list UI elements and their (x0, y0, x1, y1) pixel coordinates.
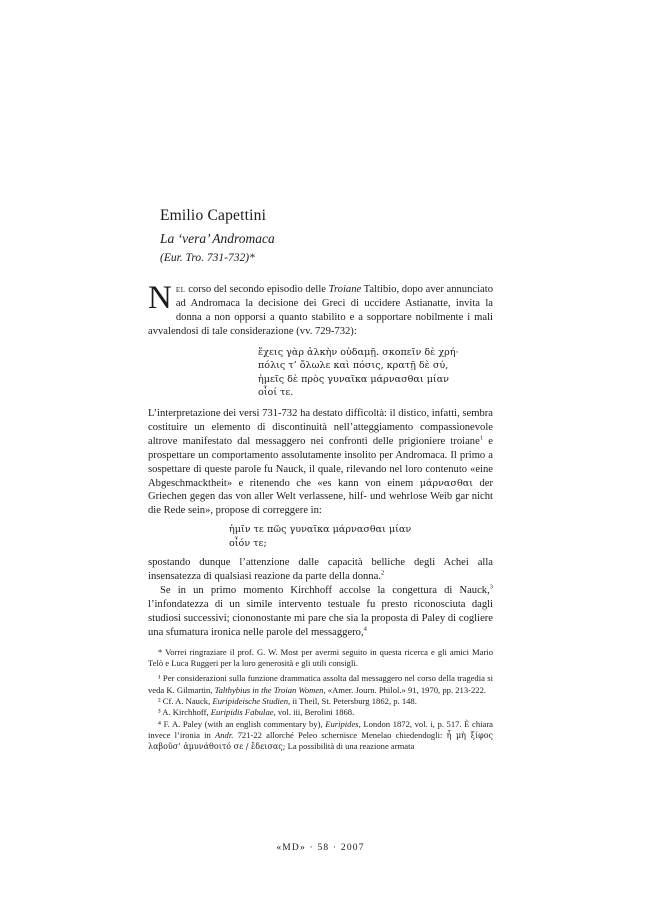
paragraph-2-text-a: L’interpretazione dei versi 731-732 ha destato difficoltà: il distico, infatti, sembra costituire un elemento di discontinuità nell’atteggiamento compassionevole altrove manifestato dal messaggero nei confronti delle prigioniere troiane (148, 408, 493, 447)
footnote-4 (148, 719, 493, 753)
inline-greek-word: μάρνασθαι (419, 477, 473, 489)
footnote-1-italic: Talthybius in the Troian Women (214, 684, 324, 695)
quote1-line-1: ἔχεις γὰρ ἀλκὴν οὐδαμῇ. σκοπεῖν δὲ χρή· (258, 346, 459, 358)
footnote-ref-1[interactable]: 1 (479, 434, 484, 442)
quote1-line-2: πόλις τ’ ὄλωλε καὶ πόσις, κρατῇ δὲ σύ, (258, 360, 449, 372)
footnote-4-text-a: ⁴ F. A. Paley (with an english commentary by), (158, 718, 326, 729)
article-subtitle: (Eur. Tro. 731-732)* (160, 252, 255, 264)
quote2-line-1: ἡμῖν τε πῶς γυναῖκα μάρνασθαι μίαν (229, 524, 412, 536)
greek-quotation-1 (258, 346, 493, 400)
quote1-line-4: οἷοί τε. (258, 387, 294, 399)
footnote-1-text-a: ¹ Per considerazioni sulla funzione drammatica assolta dal messaggero nel corso della tragedia si veda K. Gilmartin, (148, 673, 493, 695)
quote2-line-2: οἷόν τε; (229, 537, 267, 549)
footnote-4-greek: ἦ μὴ ξίφος λαβοῦσ’ ἀμυνάθοιτό σε / ἔδεισας; (148, 730, 493, 752)
footnote-ref-2[interactable]: 2 (380, 569, 385, 577)
footnote-3-italic: Euripidis Fabulae (210, 707, 274, 718)
drop-cap: N (148, 280, 172, 316)
paragraph-3-text: spostando dunque l’attenzione dalle capacità belliche degli Achei alla insensatezza di qualsiasi reazione da parte della donna. (148, 557, 493, 583)
paragraph-4 (148, 584, 493, 640)
paragraph-2-text-b: e prospettare un comportamento assolutamente insolito per Andromaca. Il primo a sospettare di queste parole fu Nauck, il quale, rilevando nel loro contenuto «eine Abgeschmacktheit» e ritenendo che «es kann von einem (148, 435, 493, 489)
author-name: Emilio Capettini (160, 207, 267, 224)
paragraph-4-text-b: l’infondatezza di un simile intervento testuale fu presto riconosciuta dagli studiosi successivi; ciononostante mi pare che sia la proposta di Paley di cogliere una sfumatura ironica nelle parole del messaggero, (148, 599, 493, 638)
paragraph-1-text-b: Taltibio, dopo aver annunciato ad Andromaca la decisione dei Greci di uccidere Astianatte, invita la donna a non opporsi a quanto stabilito e a sopportare nobilmente i mali avvalendosi di tale considerazione (vv. 729-732): (148, 284, 493, 337)
footnote-3-text-a: ³ A. Kirchhoff, (158, 707, 211, 718)
footnote-4-text-d: La possibilità di una reazione armata (285, 741, 415, 752)
footnote-ref-3[interactable]: 3 (489, 583, 493, 591)
paragraph-1-text-a: corso del secondo episodio delle (185, 284, 329, 295)
small-caps-word: el (175, 284, 186, 295)
footnote-2-italic: Euripideische Studien (212, 696, 289, 707)
footnote-4-italic-2: Andr. (215, 729, 234, 740)
article-body (148, 280, 493, 753)
article-title: La ‘vera’ Andromaca (160, 231, 275, 246)
footnote-star: * Vorrei ringraziare il prof. G. W. Most per avermi seguito in questa ricerca e gli amici Mario Telò e Luca Ruggeri per la loro generosità e gli utili consigli. (148, 646, 493, 669)
footnote-2 (148, 696, 493, 707)
paragraph-4-text-a: Se in un primo momento Kirchhoff accolse la congettura di Nauck, (160, 585, 490, 597)
paragraph-1 (148, 280, 493, 339)
paragraph-2 (148, 407, 493, 518)
footnote-1 (148, 673, 493, 696)
paragraph-3 (148, 556, 493, 584)
footnote-4-italic: Euripides (325, 718, 359, 729)
article-header (160, 206, 490, 266)
footnote-ref-4[interactable]: 4 (363, 625, 367, 633)
footnote-4-text-b: , London 1872, vol. i, p. 517. È chiara invece l’ironia in (148, 718, 493, 740)
paragraph-2-text-c: der Griechen gegen das von aller Welt verlassene, hilf- und wehrlose Weib gar nicht die Rede sein», propose di correggere in: (148, 477, 493, 517)
footnotes (148, 647, 493, 753)
work-title-troiane: Troiane (328, 284, 362, 295)
footnote-3 (148, 707, 493, 718)
footnote-1-text-b: , «Amer. Journ. Philol.» 91, 1970, pp. 213-222. (323, 684, 487, 695)
footnote-2-text-b: , ii Theil, St. Petersburg 1862, p. 148. (288, 696, 417, 707)
quote1-line-3: ἡμεῖς δὲ πρὸς γυναῖκα μάρνασθαι μίαν (258, 373, 450, 385)
footnote-3-text-b: , vol. iii, Berolini 1868. (273, 707, 355, 718)
footnote-2-text-a: ² Cf. A. Nauck, (158, 696, 213, 707)
greek-quotation-2 (229, 523, 493, 550)
footnote-4-text-c: 721-22 allorché Peleo schernisce Menelao chiedendogli: (233, 729, 447, 740)
page-footer: «MD» · 58 · 2007 (276, 843, 365, 853)
